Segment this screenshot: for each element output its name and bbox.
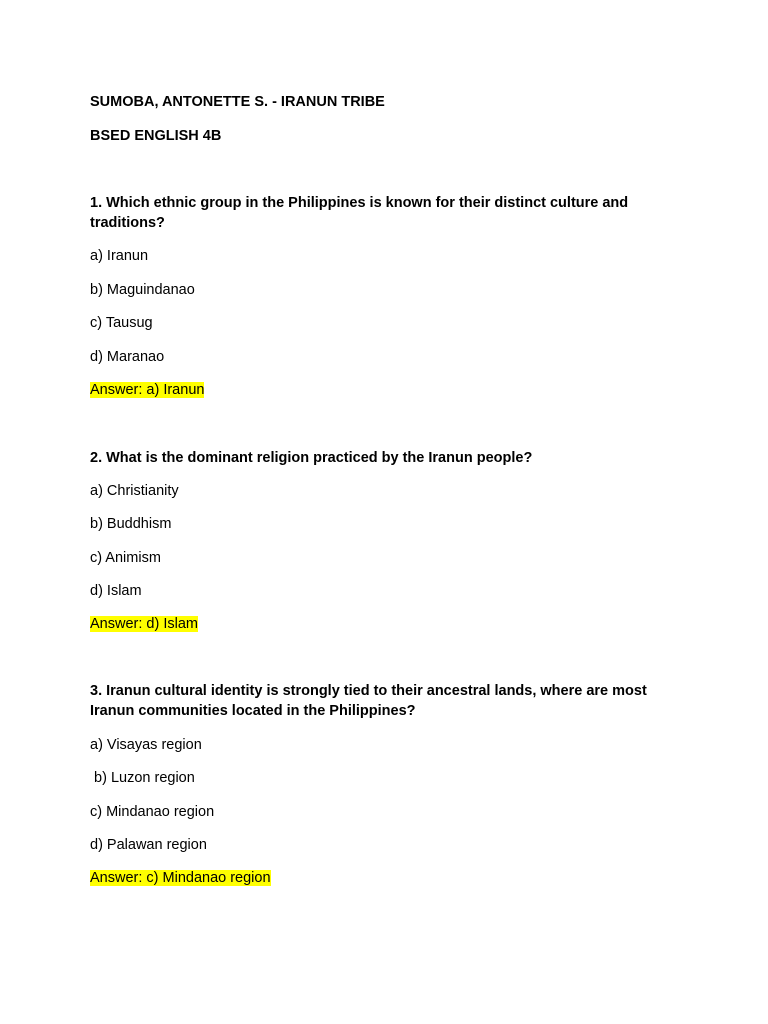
question-1-option-b: b) Maguindanao [90, 282, 195, 298]
question-1-option-d: d) Maranao [90, 349, 165, 365]
question-2-option-c: c) Animism [90, 550, 161, 566]
question-1-answer-line [90, 380, 204, 400]
question-3-answer: Answer: c) Mindanao region [90, 870, 271, 886]
question-2-option-b: b) Buddhism [90, 516, 172, 532]
question-1-answer: Answer: a) Iranun [90, 382, 205, 398]
question-3-option-d: d) Palawan region [90, 837, 207, 853]
question-2-option-a: a) Christianity [90, 483, 179, 499]
question-3-option-c: c) Mindanao region [90, 804, 215, 820]
question-1-option-c: c) Tausug [90, 315, 153, 331]
course-line: BSED ENGLISH 4B [90, 128, 222, 144]
question-1-text: 1. Which ethnic group in the Philippines is known for their distinct culture and traditions? [90, 195, 629, 231]
question-3-text: 3. Iranun cultural identity is strongly tied to their ancestral lands, where are most Iranun communities located in the Philippines? [90, 683, 647, 719]
question-3-option-a: a) Visayas region [90, 737, 202, 753]
question-2-text: 2. What is the dominant religion practiced by the Iranun people? [90, 450, 533, 466]
question-2-option-d: d) Islam [90, 583, 142, 599]
question-2-answer: Answer: d) Islam [90, 616, 198, 632]
question-3-option-b: b) Luzon region [90, 770, 195, 786]
question-2-answer-line [90, 614, 198, 634]
question-1-option-a: a) Iranun [90, 248, 149, 264]
question-3-answer-line [90, 868, 271, 888]
student-name-line: SUMOBA, ANTONETTE S. - IRANUN TRIBE [90, 94, 385, 110]
